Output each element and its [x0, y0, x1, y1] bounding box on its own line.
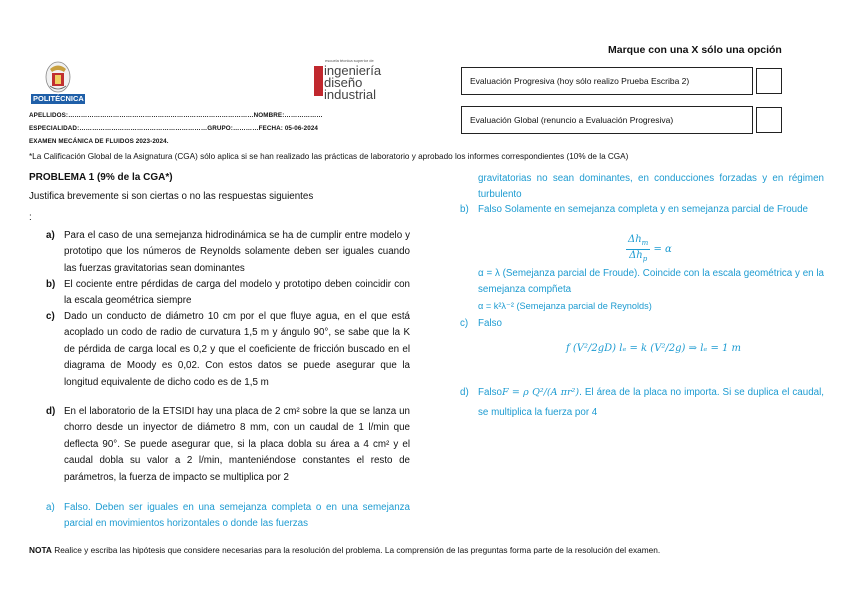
- question-a-text: Para el caso de una semejanza hidrodinámica se ha de cumplir entre modelo y prototipo que los números de Reynolds solamente deben ser iguales cuando las fuerzas gravitatorias sean dominantes: [64, 230, 410, 274]
- etsidi-logo-small: escuela técnica superior de: [325, 58, 374, 63]
- answer-d: [460, 383, 824, 423]
- answer-a-label: a): [46, 502, 55, 513]
- option-progressive-box: [461, 67, 753, 95]
- answer-d-prefix: Falso: [478, 387, 502, 398]
- answer-a: [46, 500, 410, 532]
- answer-b-text: Falso Solamente en semejanza completa y en semejanza parcial de Froude: [478, 204, 809, 215]
- question-d: [46, 404, 410, 486]
- option-global-box: [461, 106, 753, 134]
- answer-c-label: c): [460, 318, 469, 329]
- answer-d-formula: F = ρ Q²/(A πr²): [501, 387, 580, 398]
- etsidi-logo-line2: diseño: [324, 75, 363, 90]
- option-global-label: Evaluación Global (renuncio a Evaluación Progresiva): [470, 115, 674, 125]
- answer-c-formula: f (V²/2gD) lₑ = k (V²/2g) ⇒ lₑ = 1 m: [566, 343, 742, 354]
- problem-colon: :: [29, 212, 32, 223]
- etsidi-logo: [312, 58, 394, 104]
- option-progressive-label: Evaluación Progresiva (hoy sólo realizo Prueba Escriba 2): [470, 76, 690, 86]
- formula-den-sub: p: [642, 255, 648, 263]
- question-c: [46, 309, 410, 391]
- question-c-text: Dado un conducto de diámetro 10 cm por el que fluye agua, en el que está acoplado un codo de radio de curvatura 1,5 m y ángulo 90°, se sabe que la K de pérdida de carga local es 0,2 y que el coeficiente de fricción buscado en el diagrama de Moody es 0,02. Con estos datos se puede asegurar que la longitud equivalente de dicho codo es de 1,5 m: [64, 311, 410, 388]
- answer-b-fraction: [626, 234, 650, 265]
- answer-a-continued: [478, 171, 824, 203]
- formula-rhs: = α: [653, 244, 672, 255]
- question-c-label: c): [46, 311, 55, 322]
- nota-text: Realice y escriba las hipótesis que considere necesarias para la resolución del problema. La comprensión de las preguntas forma parte de la resolución del examen.: [51, 545, 661, 555]
- formula-num-sub: m: [641, 239, 649, 247]
- answer-c-text: Falso: [478, 318, 502, 329]
- answer-a-text-part2: gravitatorias no sean dominantes, en conducciones forzadas y en régimen turbulento: [478, 173, 824, 200]
- answer-d-body: [460, 383, 824, 423]
- nota-label: NOTA: [29, 545, 52, 555]
- answer-a-text-part1: Falso. Deben ser iguales en una semejanza completa o en una semejanza parcial en movimientos horizontales o donde las fuerzas: [64, 502, 410, 529]
- answer-c: [460, 316, 824, 332]
- answer-b-note1: α = λ (Semejanza parcial de Froude). Coincide con la escala geométrica y en la semejanza compñeta: [478, 268, 824, 295]
- option-global-checkbox[interactable]: [756, 107, 782, 133]
- especialidad-field: ESPECIALIDAD:……………………………………………………GRUPO:…………FECHA: 05-06-2024: [29, 125, 319, 132]
- formula-num: Δh: [628, 234, 642, 245]
- upm-logo: [30, 60, 86, 104]
- upm-logo-text: POLITÉCNICA: [33, 94, 84, 103]
- problem-intro: Justifica brevemente si son ciertas o no las respuestas siguientes: [29, 191, 314, 202]
- question-b: [46, 277, 410, 310]
- answer-d-text: . El área de la placa no importa. Si se duplica el caudal, se multiplica la fuerza por 4: [478, 387, 824, 418]
- apellidos-field: APELLIDOS:……………………………………………………………………………NOMBRE:………………: [29, 112, 323, 119]
- answer-b-note2: α = k²λ⁻² (Semejanza parcial de Reynolds): [478, 301, 652, 311]
- examen-title: EXAMEN MECÁNICA DE FLUIDOS 2023-2024.: [29, 138, 169, 145]
- etsidi-logo-line1: ingeniería: [324, 63, 382, 78]
- question-b-text: El cociente entre pérdidas de carga del modelo y prototipo deben coincidir con la escala geométrica siempre: [64, 279, 410, 307]
- problem-title: PROBLEMA 1 (9% de la CGA*): [29, 172, 173, 183]
- cga-note: *La Calificación Global de la Asignatura (CGA) sólo aplica si se han realizado las prácticas de laboratorio y aprobado los informes correspondientes (10% de la CGA): [29, 152, 629, 161]
- formula-den: Δh: [629, 250, 643, 261]
- question-d-label: d): [46, 406, 56, 417]
- instruction-text: Marque con una X sólo una opción: [608, 44, 782, 56]
- answer-b-label: b): [460, 204, 469, 215]
- question-d-text: En el laboratorio de la ETSIDI hay una placa de 2 cm² sobre la que se lanza un chorro desde un inyector de diámetro 8 mm, con un caudal de 1 l/min que deflecta 90°. Se puede asegurar que, si la placa dobla su área a 4 cm² y el caudal dobla su valor a 2 l/min, manteniéndose constantes el resto de parámetros, la fuerza de impacto se multiplica por 2: [64, 406, 410, 483]
- answer-d-label: d): [460, 387, 469, 398]
- question-b-label: b): [46, 279, 56, 290]
- etsidi-logo-bar: [314, 66, 323, 96]
- question-a-label: a): [46, 230, 55, 241]
- etsidi-logo-line3: industrial: [324, 87, 377, 102]
- option-progressive-checkbox[interactable]: [756, 68, 782, 94]
- answer-b: [460, 202, 824, 218]
- answer-b-formula: [626, 234, 672, 265]
- question-a: [46, 228, 410, 277]
- nota: [29, 545, 660, 555]
